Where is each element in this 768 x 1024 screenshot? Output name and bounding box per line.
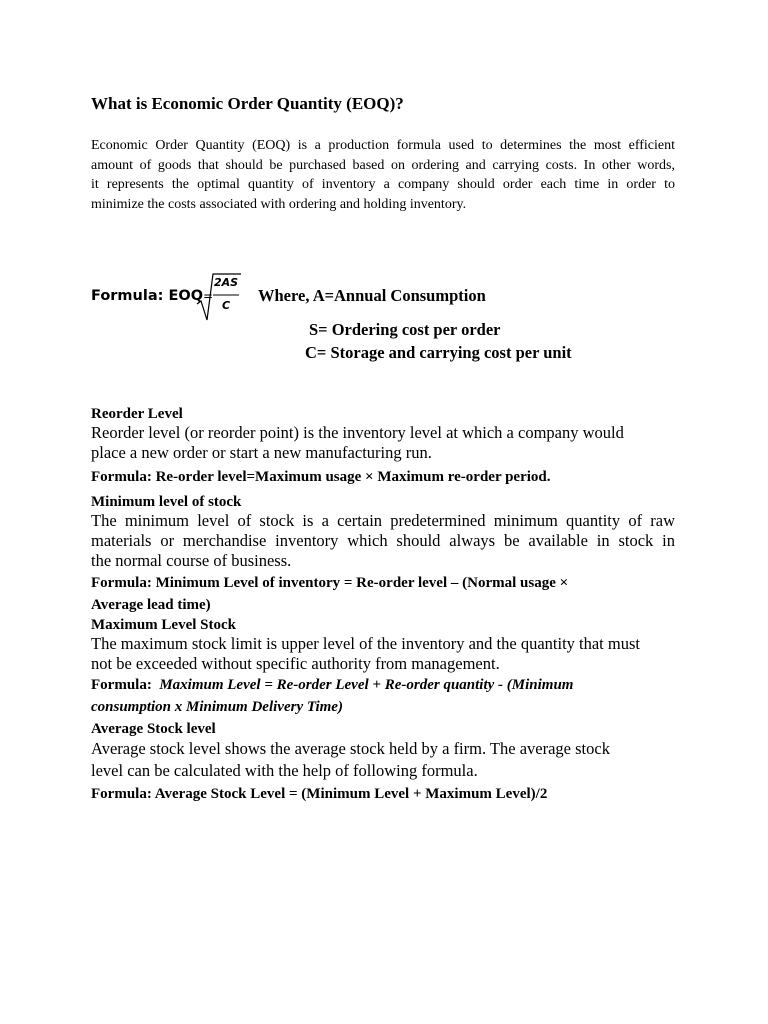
- eoq-formula-label: [91, 288, 213, 304]
- text-line: The maximum stock limit is upper level of the inventory and the quantity that must: [91, 634, 640, 653]
- eoq-where-s: S= Ordering cost per order: [309, 320, 501, 339]
- intro-line: Economic Order Quantity (EOQ) is a production formula used to determines the most efficient: [91, 138, 675, 153]
- text-line: Average stock level shows the average stock held by a firm. The average stock: [91, 739, 610, 758]
- formula-line: Formula: Minimum Level of inventory = Re-order level – (Normal usage ×: [91, 575, 569, 591]
- minimum-section: [91, 494, 675, 616]
- formula-prefix: Formula:: [91, 677, 152, 693]
- eoq-where-a: Where, A=Annual Consumption: [258, 286, 486, 305]
- text-line: Reorder level (or reorder point) is the inventory level at which a company would: [91, 423, 624, 442]
- text-line: The minimum level of stock is a certain predetermined minimum quantity of raw: [91, 511, 675, 530]
- formula-line: consumption x Minimum Delivery Time): [91, 699, 343, 715]
- maximum-section: [91, 617, 675, 718]
- section-heading: Average Stock level: [91, 721, 216, 737]
- text-line: materials or merchandise inventory which should always be available in stock in: [91, 531, 675, 550]
- intro-line: amount of goods that should be purchased based on ordering and carrying costs. In other words,: [91, 157, 675, 173]
- section-heading: Reorder Level: [91, 406, 183, 422]
- formula-line: [91, 674, 675, 696]
- text-line: level can be calculated with the help of following formula.: [91, 761, 478, 780]
- intro-line: minimize the costs associated with ordering and holding inventory.: [91, 196, 467, 212]
- formula-text: Maximum Level = Re-order Level + Re-order quantity - (Minimum: [159, 677, 574, 693]
- section-text: [91, 738, 675, 782]
- section-text: [91, 511, 675, 571]
- reorder-section: [91, 406, 675, 488]
- section-formula: [91, 572, 675, 616]
- section-heading: Maximum Level Stock: [91, 617, 236, 633]
- section-text: [91, 423, 675, 463]
- formula-line: Formula: Average Stock Level = (Minimum Level + Maximum Level)/2: [91, 786, 548, 802]
- average-section: [91, 721, 675, 805]
- eoq-where-c: C= Storage and carrying cost per unit: [305, 343, 572, 362]
- intro-line: it represents the optimal quantity of inventory a company should order each time in order to: [91, 177, 675, 192]
- text-line: the normal course of business.: [91, 551, 292, 570]
- section-formula: [91, 674, 675, 718]
- eoq-label-text: Formula: EOQ: [91, 288, 204, 304]
- formula-line: Average lead time): [91, 597, 211, 613]
- section-formula: [91, 783, 675, 805]
- eoq-denominator: C: [221, 299, 231, 312]
- page-title: What is Economic Order Quantity (EOQ)?: [91, 94, 404, 113]
- section-formula: [91, 466, 675, 488]
- formula-line: Formula: Re-order level=Maximum usage × Maximum re-order period.: [91, 469, 551, 485]
- eoq-equals: =: [203, 289, 214, 303]
- text-line: place a new order or start a new manufacturing run.: [91, 443, 432, 462]
- section-text: [91, 634, 675, 674]
- intro-paragraph: [91, 136, 675, 214]
- text-line: not be exceeded without specific authority from management.: [91, 654, 500, 673]
- section-heading: Minimum level of stock: [91, 494, 242, 510]
- eoq-numerator: 2AS: [213, 276, 239, 289]
